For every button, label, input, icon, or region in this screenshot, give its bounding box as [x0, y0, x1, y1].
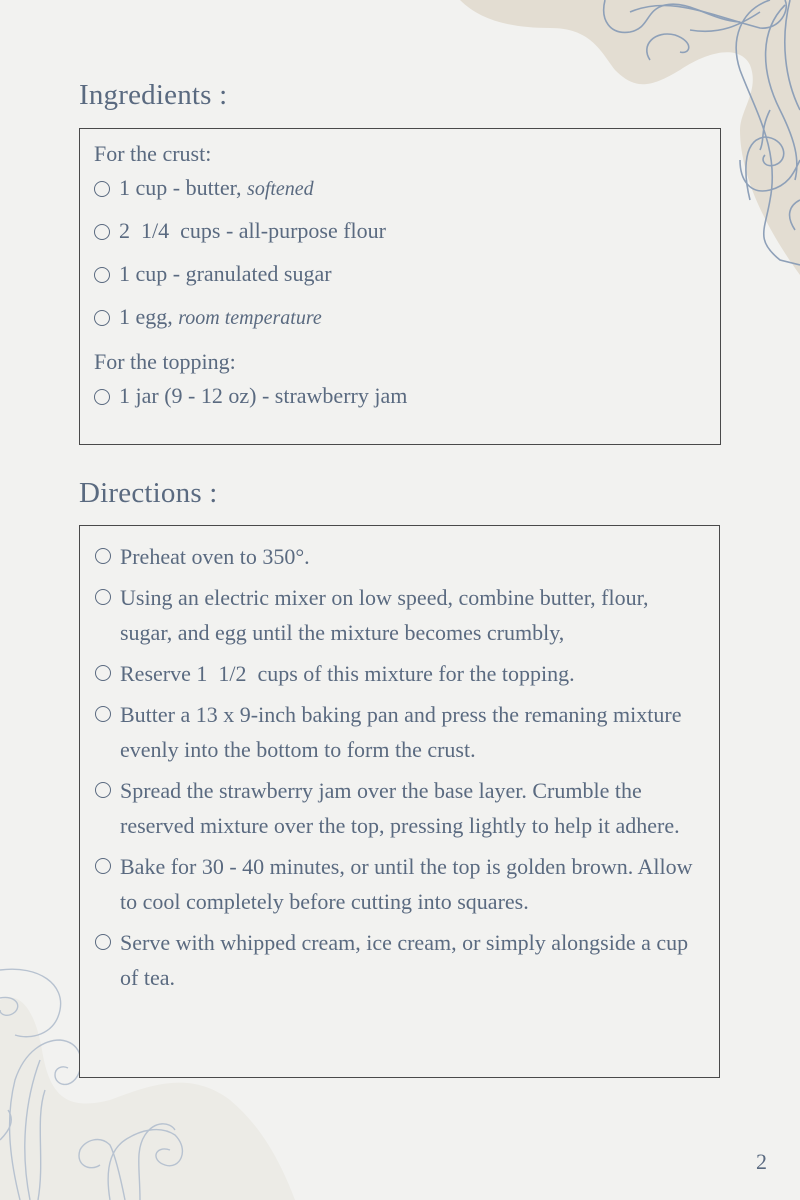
circle-icon[interactable] [95, 782, 111, 798]
page-number: 2 [756, 1149, 767, 1174]
ingredient-item[interactable] [94, 175, 706, 218]
ingredient-text [119, 304, 322, 331]
ingredient-item[interactable] [94, 304, 706, 347]
ingredient-text: 2 1/4 cups - all-purpose flour [119, 218, 386, 243]
direction-step[interactable] [94, 773, 705, 843]
direction-text: Spread the strawberry jam over the base layer. Crumble the reserved mixture over the top, pressing lightly to help it adhere. [120, 778, 680, 838]
circle-icon[interactable] [95, 665, 111, 681]
ingredient-item[interactable] [94, 218, 706, 261]
directions-box [79, 525, 720, 1078]
circle-icon[interactable] [94, 389, 110, 405]
ingredients-heading: Ingredients : [79, 79, 228, 111]
direction-step[interactable] [94, 580, 705, 650]
direction-text: Preheat oven to 350°. [120, 544, 310, 569]
direction-text: Reserve 1 1/2 cups of this mixture for the topping. [120, 661, 575, 686]
ingredient-main: 1 egg, [119, 304, 179, 329]
ingredient-item[interactable] [94, 261, 706, 304]
directions-heading: Directions : [79, 477, 218, 509]
circle-icon[interactable] [95, 548, 111, 564]
direction-text: Serve with whipped cream, ice cream, or simply alongside a cup of tea. [120, 930, 689, 990]
ingredient-note: softened [247, 178, 314, 200]
circle-icon[interactable] [94, 267, 110, 283]
direction-step[interactable] [94, 539, 705, 574]
direction-text: Butter a 13 x 9-inch baking pan and press the remaning mixture evenly into the bottom to form the crust. [120, 702, 682, 762]
ingredients-box [79, 128, 721, 445]
ingredient-text: 1 cup - granulated sugar [119, 261, 332, 286]
direction-text: Bake for 30 - 40 minutes, or until the top is golden brown. Allow to cool completely before cutting into squares. [120, 854, 693, 914]
direction-step[interactable] [94, 849, 705, 919]
direction-step[interactable] [94, 656, 705, 691]
circle-icon[interactable] [95, 589, 111, 605]
ingredient-group-title: For the crust: [94, 141, 212, 166]
circle-icon[interactable] [94, 181, 110, 197]
direction-text: Using an electric mixer on low speed, combine butter, flour, sugar, and egg until the mixture becomes crumbly, [120, 585, 649, 645]
ingredient-text: 1 jar (9 - 12 oz) - strawberry jam [119, 383, 408, 408]
ingredient-text [119, 175, 314, 202]
circle-icon[interactable] [94, 310, 110, 326]
circle-icon[interactable] [95, 934, 111, 950]
ingredient-group-title: For the topping: [94, 349, 236, 374]
ingredient-note: room temperature [178, 307, 322, 329]
circle-icon[interactable] [95, 706, 111, 722]
ingredient-main: 1 cup - butter, [119, 175, 248, 200]
ingredient-item[interactable] [94, 383, 706, 426]
direction-step[interactable] [94, 925, 705, 995]
circle-icon[interactable] [95, 858, 111, 874]
circle-icon[interactable] [94, 224, 110, 240]
direction-step[interactable] [94, 697, 705, 767]
